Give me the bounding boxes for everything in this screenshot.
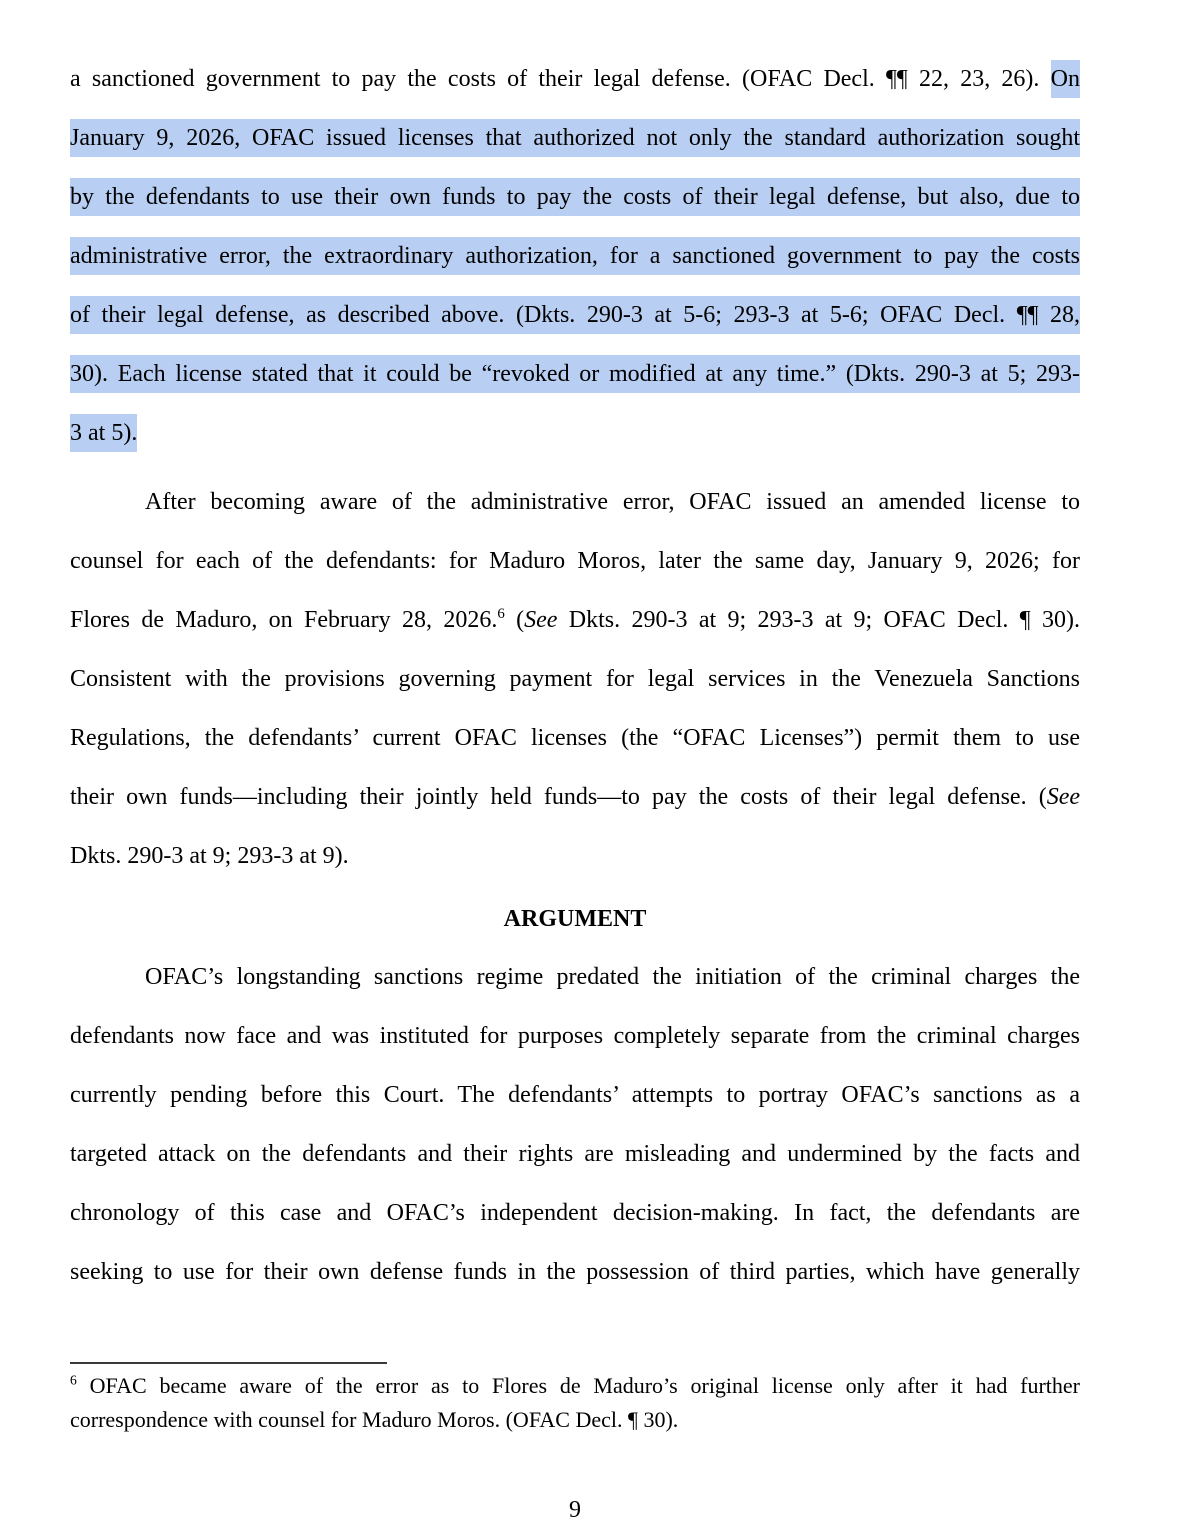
text-line: [70, 168, 1080, 227]
body-text: correspondence with counsel for Maduro Moros. (OFAC Decl. ¶ 30).: [70, 1407, 679, 1432]
highlighted-text: 3 at 5).: [70, 414, 137, 452]
text-line: [70, 709, 1080, 768]
body-text: Dkts. 290-3 at 9; 293-3 at 9).: [70, 843, 349, 869]
text-line: [70, 227, 1080, 286]
footnote-reference: 6: [70, 1372, 77, 1388]
body-text: defendants now face and was instituted for purposes completely separate from the criminal charges: [70, 1023, 1080, 1049]
heading-text: ARGUMENT: [503, 906, 647, 932]
footnote-reference: 6: [497, 606, 505, 622]
text-line: [70, 1403, 1080, 1437]
text-line: [70, 345, 1080, 404]
body-text: targeted attack on the defendants and their rights are misleading and undermined by the facts and: [70, 1141, 1080, 1167]
text-line: [70, 650, 1080, 709]
italic-text: See: [524, 607, 558, 633]
body-text: OFAC became aware of the error as to Flores de Maduro’s original license only after it had further: [76, 1373, 1080, 1398]
text-line: [70, 827, 1080, 886]
text-line: [70, 1369, 1080, 1403]
body-text: Dkts. 290-3 at 9; 293-3 at 9; OFAC Decl. ¶ 30).: [557, 607, 1080, 633]
body-text: OFAC’s longstanding sanctions regime predated the initiation of the criminal charges the: [145, 964, 1080, 990]
footnote: [70, 1369, 1080, 1437]
highlighted-text: administrative error, the extraordinary authorization, for a sanctioned government to pay the costs: [70, 237, 1080, 275]
italic-text: See: [1046, 784, 1080, 810]
body-text: Regulations, the defendants’ current OFAC licenses (the “OFAC Licenses”) permit them to use: [70, 725, 1080, 751]
paragraph: [70, 948, 1080, 1302]
body-text: a sanctioned government to pay the costs of their legal defense. (OFAC Decl. ¶¶ 22, 23, 26).: [70, 66, 1051, 92]
highlighted-text: January 9, 2026, OFAC issued licenses that authorized not only the standard authorization sought: [70, 119, 1080, 157]
body-text: chronology of this case and OFAC’s independent decision-making. In fact, the defendants are: [70, 1200, 1080, 1226]
body-text: Flores de Maduro, on February 28, 2026.: [70, 607, 498, 633]
body-text: After becoming aware of the administrative error, OFAC issued an amended license to: [145, 489, 1080, 515]
highlighted-text: On: [1051, 60, 1080, 98]
text-line: [70, 1066, 1080, 1125]
body-text: their own funds—including their jointly held funds—to pay the costs of their legal defense. (: [70, 784, 1047, 810]
body-text: Consistent with the provisions governing payment for legal services in the Venezuela Sanctions: [70, 666, 1080, 692]
text-line: [70, 948, 1080, 1007]
page-number: 9: [569, 1497, 581, 1523]
paragraph: [70, 473, 1080, 886]
text-line: [70, 109, 1080, 168]
highlighted-text: of their legal defense, as described above. (Dkts. 290-3 at 5-6; 293-3 at 5-6; OFAC Decl. ¶¶ 28,: [70, 296, 1080, 334]
text-line: [70, 1243, 1080, 1302]
text-line: [70, 404, 1080, 463]
highlighted-text: by the defendants to use their own funds to pay the costs of their legal defense, but also, due to: [70, 178, 1080, 216]
text-line: [70, 532, 1080, 591]
text-line: [70, 286, 1080, 345]
text-line: [70, 591, 1080, 650]
text-line: [70, 768, 1080, 827]
text-line: [70, 473, 1080, 532]
body-text: counsel for each of the defendants: for Maduro Moros, later the same day, January 9, 2026; for: [70, 548, 1080, 574]
section-heading: [70, 890, 1080, 949]
body-text: currently pending before this Court. The defendants’ attempts to portray OFAC’s sanctions as a: [70, 1082, 1080, 1108]
footnote-separator: [70, 1362, 387, 1364]
paragraph: [70, 50, 1080, 463]
body-text: seeking to use for their own defense funds in the possession of third parties, which have generally: [70, 1259, 1080, 1285]
text-line: [70, 1184, 1080, 1243]
text-line: [70, 1125, 1080, 1184]
text-line: [70, 50, 1080, 109]
text-line: [70, 1007, 1080, 1066]
highlighted-text: 30). Each license stated that it could be “revoked or modified at any time.” (Dkts. 290-3 at 5; 293-: [70, 355, 1080, 393]
body-text: (: [504, 607, 525, 633]
